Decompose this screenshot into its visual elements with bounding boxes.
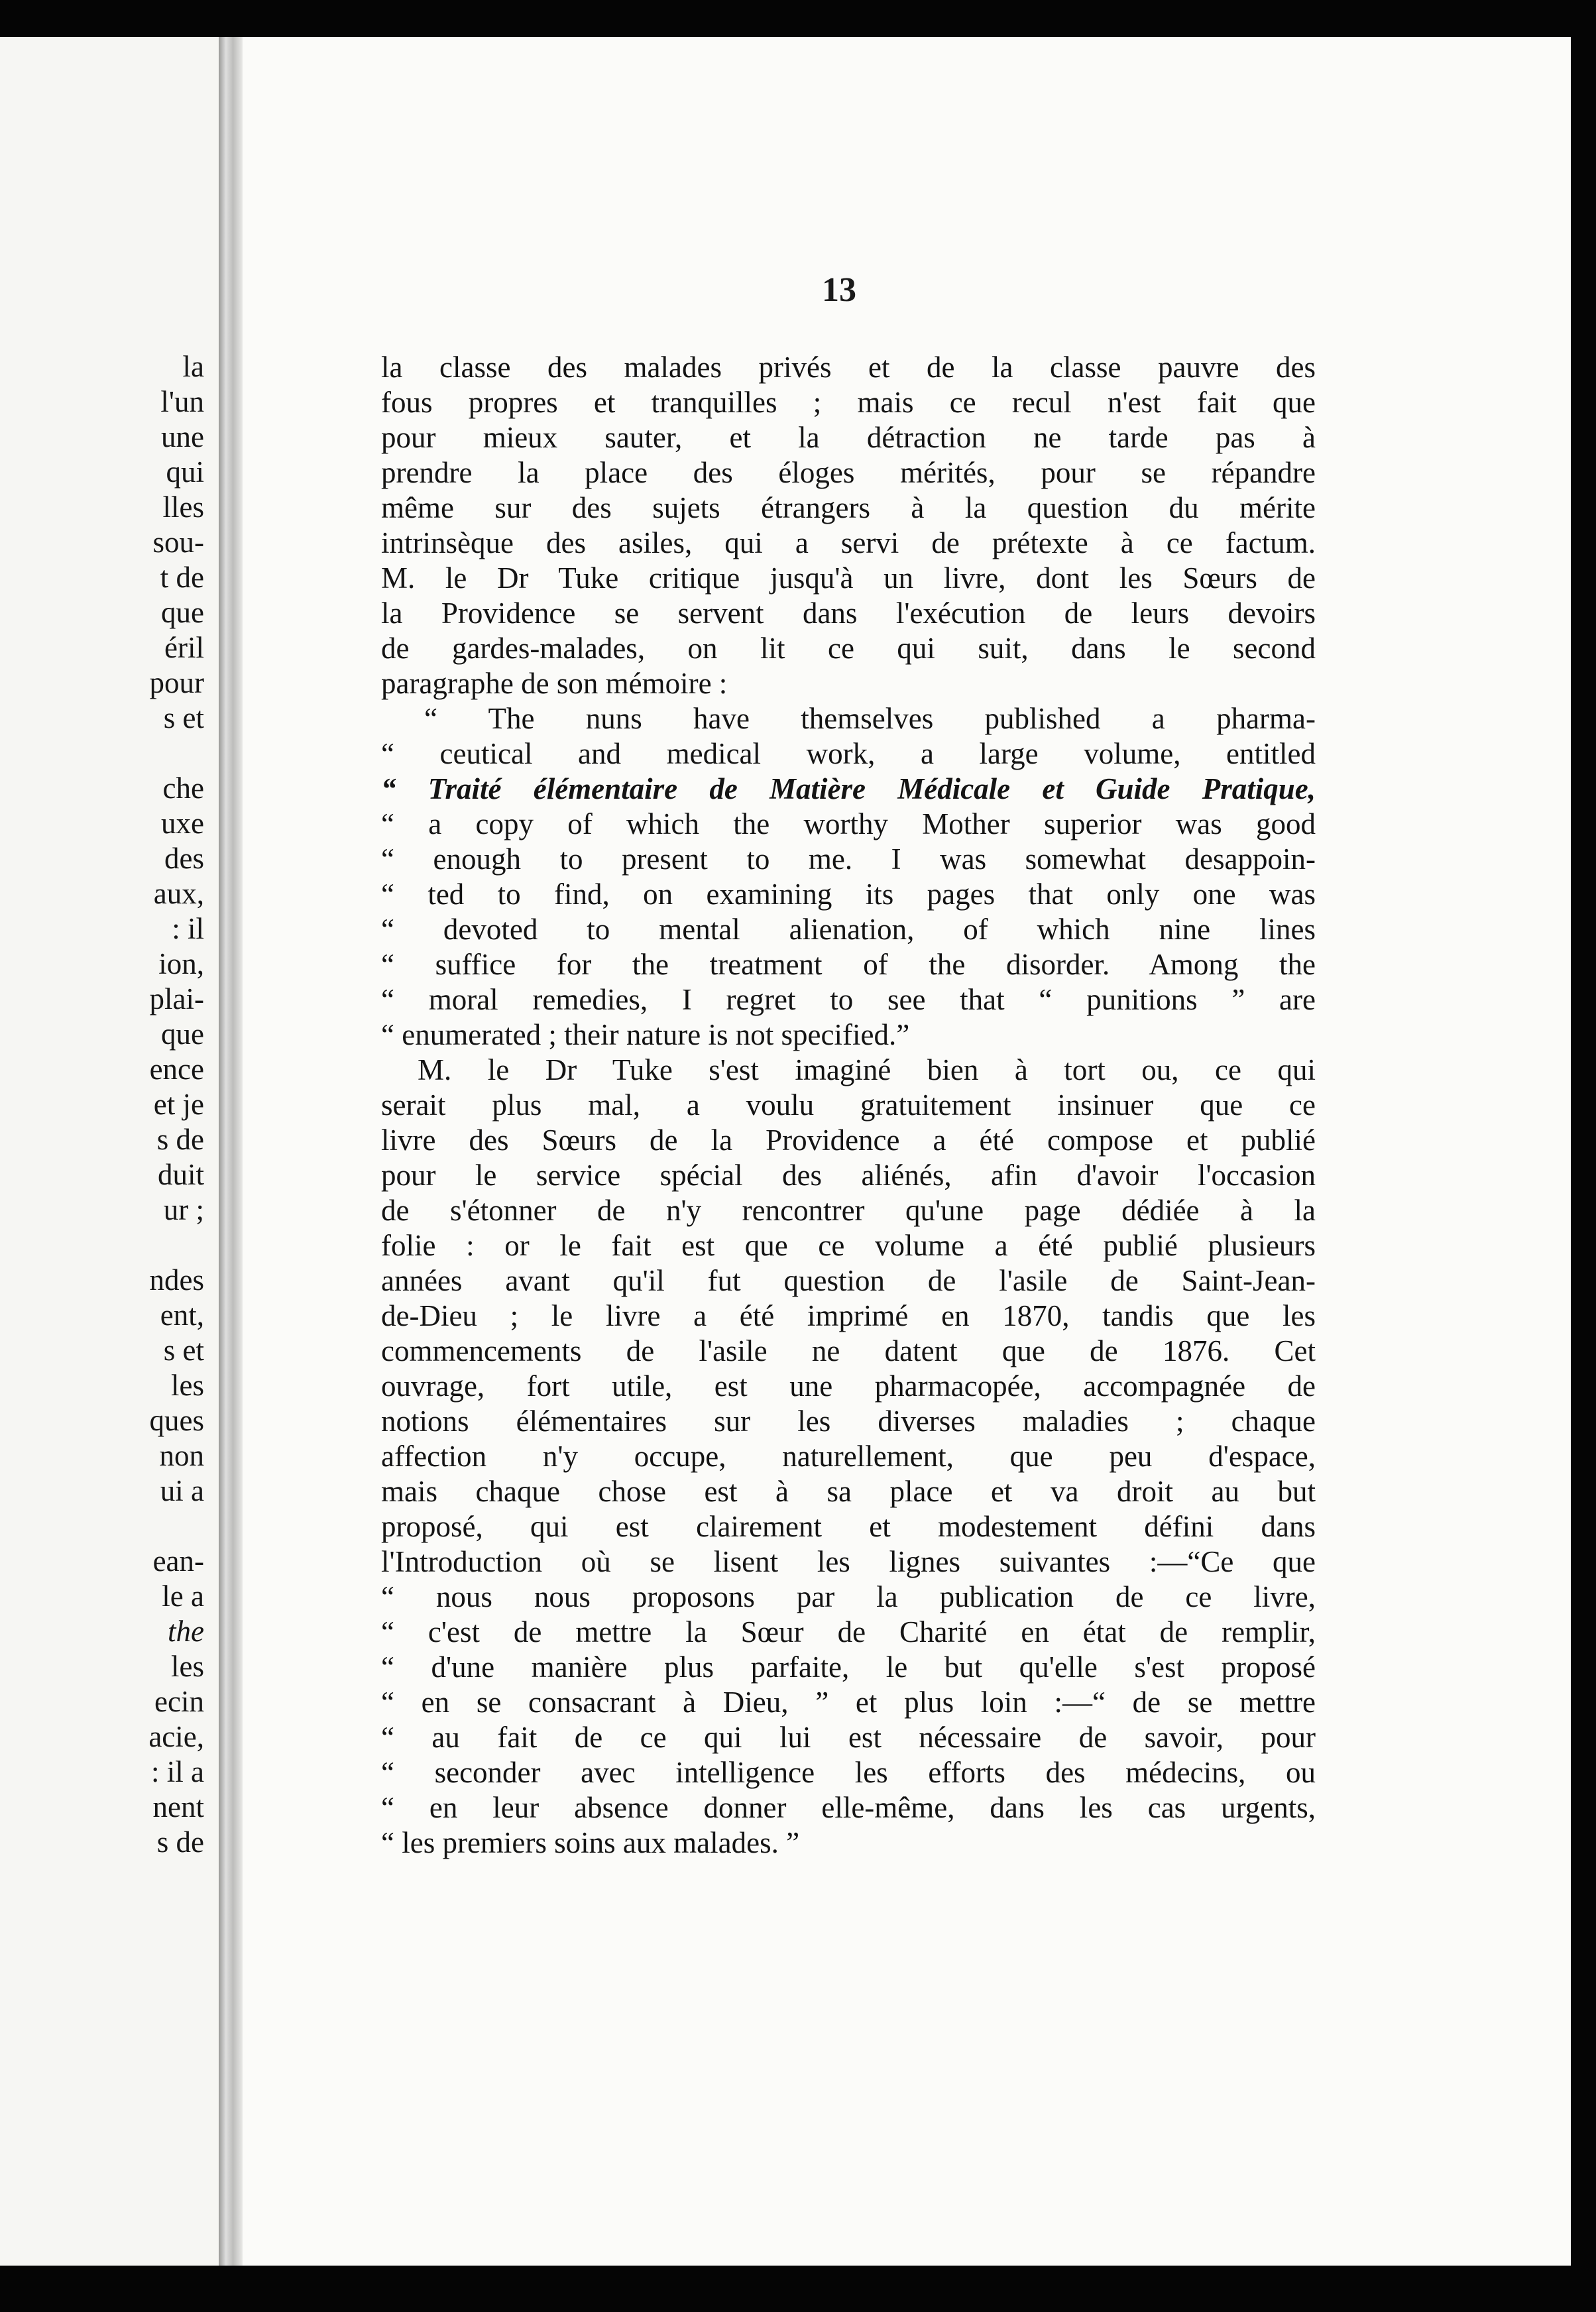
body-line: de-Dieu ; le livre a été imprimé en 1870, tandis que les [381,1299,1316,1332]
left-page-line: pour [149,666,204,699]
body-line: ouvrage, fort utile, est une pharmacopée, accompagnée de [381,1369,1316,1403]
scan-border-top [0,0,1596,37]
left-page-line: ui a [160,1474,204,1507]
left-page-line: the [168,1615,204,1648]
book-gutter [219,37,243,2266]
left-page-line: s de [156,1123,204,1156]
left-page-line: que [161,1017,204,1051]
left-page-line: s et [163,701,204,734]
body-line: paragraphe de son mémoire : [381,667,728,700]
body-line: la Providence se servent dans l'exécution de leurs devoirs [381,597,1316,630]
left-page-line: s de [156,1825,204,1859]
left-page-line: éril [164,631,204,664]
left-page-line: l'un [160,385,204,418]
left-page-line: che [162,772,204,805]
left-page-line: ence [149,1053,204,1086]
left-page-line: : il [172,912,204,945]
body-line: pour le service spécial des aliénés, afin d'avoir l'occasion [381,1159,1316,1192]
scan-border-bottom [0,2266,1596,2312]
left-page-line: duit [157,1158,204,1191]
body-line: “ les premiers soins aux malades. ” [381,1826,800,1859]
left-page-line: : il a [151,1755,204,1788]
body-line: affection n'y occupe, naturellement, que peu d'espace, [381,1440,1316,1473]
body-line: commencements de l'asile ne datent que de 1876. Cet [381,1334,1316,1367]
body-line: proposé, qui est clairement et modestement défini dans [381,1510,1316,1543]
body-line: années avant qu'il fut question de l'asile de Saint-Jean- [381,1264,1316,1297]
body-line: intrinsèque des asiles, qui a servi de prétexte à ce factum. [381,526,1316,559]
left-page-line: les [171,1650,204,1683]
body-line: “ The nuns have themselves published a pharma- [424,702,1316,735]
left-page-line: plai- [149,982,204,1015]
left-page-line: sou- [152,526,204,559]
body-line: “ suffice for the treatment of the disorder. Among the [381,948,1316,981]
body-line: “ seconder avec intelligence les efforts des médecins, ou [381,1756,1316,1789]
body-line: “ en leur absence donner elle-même, dans les cas urgents, [381,1791,1316,1824]
body-line: “ nous nous proposons par la publication de ce livre, [381,1580,1316,1613]
body-line: la classe des malades privés et de la classe pauvre des [381,351,1316,384]
left-page-line: qui [166,455,204,489]
body-line: “ au fait de ce qui lui est nécessaire de savoir, pour [381,1721,1316,1754]
left-page-line: ion, [158,947,204,980]
body-line: M. le Dr Tuke s'est imaginé bien à tort ou, ce qui [418,1053,1316,1086]
body-line: “ c'est de mettre la Sœur de Charité en état de remplir, [381,1615,1316,1648]
scan-border-right [1571,0,1596,2312]
body-line: de gardes-malades, on lit ce qui suit, dans le second [381,632,1316,665]
body-line: “ en se consacrant à Dieu, ” et plus loin :—“ de se mettre [381,1686,1316,1719]
left-page-fragment [0,37,219,2266]
body-line: “ enough to present to me. I was somewhat desappoin- [381,842,1316,876]
left-page-line: et je [153,1088,204,1121]
body-line: même sur des sujets étrangers à la question du mérite [381,491,1316,524]
body-line: “ devoted to mental alienation, of which nine lines [381,913,1316,946]
body-line: prendre la place des éloges mérités, pour se répandre [381,456,1316,489]
left-page-line: t de [160,561,204,594]
left-page-line: ur ; [163,1193,204,1226]
left-page-line: que [161,596,204,629]
left-page-line: uxe [161,807,204,840]
left-page-line: le a [162,1580,204,1613]
left-page-line: la [182,350,204,383]
body-line: fous propres et tranquilles ; mais ce recul n'est fait que [381,386,1316,419]
left-page-line: ques [149,1404,204,1437]
body-line: “ enumerated ; their nature is not specified.” [381,1018,910,1051]
body-line: serait plus mal, a voulu gratuitement insinuer que ce [381,1088,1316,1122]
body-line: l'Introduction où se lisent les lignes suivantes :—“Ce que [381,1545,1316,1578]
left-page-line: une [161,420,204,453]
left-page-line: les [171,1369,204,1402]
left-page-line: s et [163,1334,204,1367]
page-number: 13 [822,271,856,309]
left-page-line: ean- [152,1544,204,1578]
left-page-line: nent [152,1790,204,1823]
body-line: livre des Sœurs de la Providence a été compose et publié [381,1124,1316,1157]
body-line: pour mieux sauter, et la détraction ne tarde pas à [381,421,1316,454]
left-page-line: acie, [148,1720,204,1753]
left-page-line: ent, [160,1299,204,1332]
left-page-line: ndes [149,1263,204,1297]
left-page-line: ecin [154,1685,204,1718]
body-line: “ ceutical and medical work, a large volume, entitled [381,737,1316,770]
body-line: “ d'une manière plus parfaite, le but qu'elle s'est proposé [381,1650,1316,1684]
body-line: M. le Dr Tuke critique jusqu'à un livre, dont les Sœurs de [381,561,1316,595]
body-line: “ a copy of which the worthy Mother superior was good [381,807,1316,840]
left-page-line: lles [162,491,204,524]
left-page-line: non [159,1439,204,1472]
body-line: “ moral remedies, I regret to see that “ punitions ” are [381,983,1316,1016]
body-line: “ Traité élémentaire de Matière Médicale et Guide Pratique, [381,772,1316,805]
body-line: notions élémentaires sur les diverses maladies ; chaque [381,1405,1316,1438]
body-line: folie : or le fait est que ce volume a été publié plusieurs [381,1229,1316,1262]
left-page-line: des [164,842,204,875]
body-line: de s'étonner de n'y rencontrer qu'une page dédiée à la [381,1194,1316,1227]
body-line: “ ted to find, on examining its pages that only one was [381,878,1316,911]
body-line: mais chaque chose est à sa place et va droit au but [381,1475,1316,1508]
left-page-line: aux, [153,877,204,910]
